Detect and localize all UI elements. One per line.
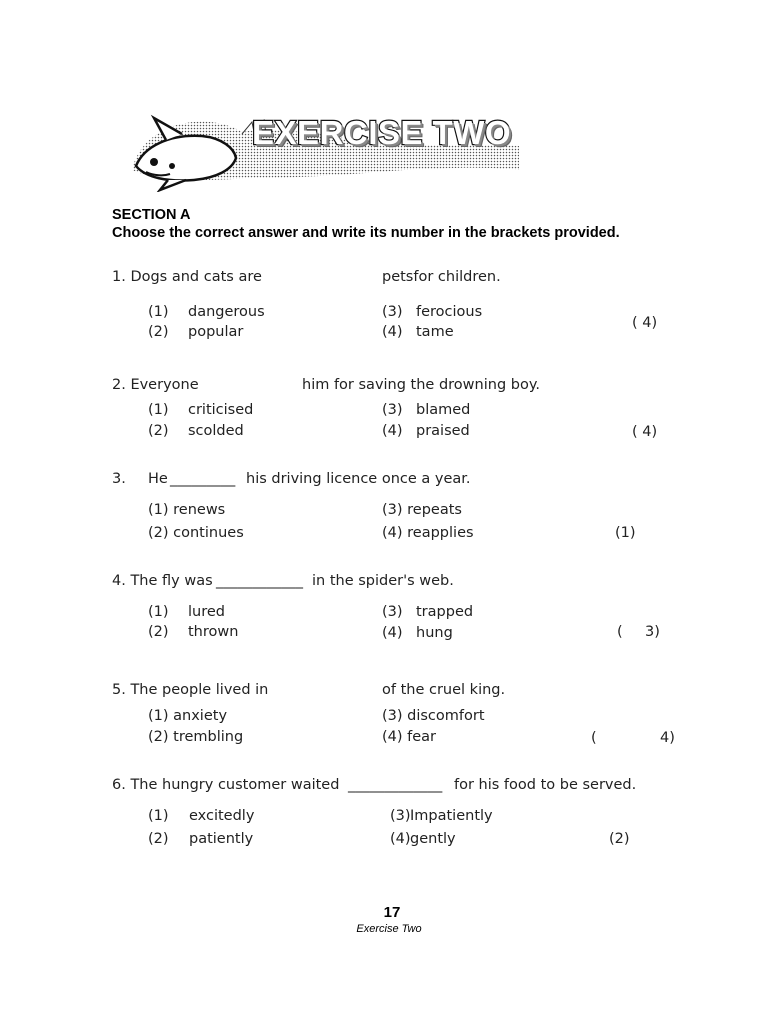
option-number: (3) [390, 808, 411, 824]
option-number: (2) [148, 324, 169, 340]
answer-bracket: ( 4) [632, 315, 658, 331]
option-text: (2) trembling [148, 729, 244, 745]
section-instruction: Choose the correct answer and write its number in the brackets provided. [112, 225, 620, 241]
option-number: (1) [148, 808, 169, 824]
option-text: (3) repeats [382, 502, 462, 518]
question-stem-end: in the spider's web. [312, 573, 454, 589]
option-text: popular [188, 324, 244, 340]
option-number: (1) [148, 604, 169, 620]
section-heading: SECTION A [112, 207, 191, 223]
option-number: (4) [390, 831, 411, 847]
option-text: (4) fear [382, 729, 437, 745]
answer-blank: ____________ [216, 573, 303, 589]
option-number: (3) [382, 402, 403, 418]
option-text: ferocious [416, 304, 483, 320]
question-stem: 5. The people lived in [112, 682, 269, 698]
option-text: trapped [416, 604, 474, 620]
answer-bracket-value: 3) [645, 624, 660, 640]
banner-title: EXERCISE TWO [252, 114, 512, 151]
question-number: 3. [112, 471, 126, 487]
option-number: (3) [382, 604, 403, 620]
option-number: (2) [148, 624, 169, 640]
answer-bracket-value: 4) [660, 730, 675, 746]
option-number: (4) [382, 423, 403, 439]
answer-bracket: (2) [609, 831, 630, 847]
question-stem-end: for his food to be served. [454, 777, 637, 793]
option-text: criticised [188, 402, 254, 418]
option-text: hung [416, 625, 453, 641]
option-text: lured [188, 604, 225, 620]
option-text: scolded [188, 423, 244, 439]
option-text: (1) renews [148, 502, 226, 518]
option-text: (3) discomfort [382, 708, 485, 724]
answer-bracket-open: ( [617, 624, 623, 640]
answer-bracket: ( 4) [632, 424, 658, 440]
question-stem: 4. The fly was [112, 573, 213, 589]
option-text: (1) anxiety [148, 708, 228, 724]
answer-blank: _________ [170, 471, 236, 487]
answer-bracket-open: ( [591, 730, 597, 746]
option-text: blamed [416, 402, 471, 418]
option-number: (4) [382, 625, 403, 641]
option-number: (1) [148, 402, 169, 418]
option-text: thrown [188, 624, 239, 640]
option-text: tame [416, 324, 454, 340]
question-stem-end: petsfor children. [382, 269, 501, 285]
option-number: (2) [148, 423, 169, 439]
answer-bracket: (1) [615, 525, 636, 541]
answer-blank: _____________ [348, 777, 443, 793]
option-text: excitedly [189, 808, 255, 824]
option-number: (1) [148, 304, 169, 320]
question-stem: 1. Dogs and cats are [112, 269, 262, 285]
option-text: gently [410, 831, 456, 847]
option-number: (2) [148, 831, 169, 847]
question-stem: 2. Everyone [112, 377, 199, 393]
exercise-banner [124, 112, 524, 192]
page-number: 17 [383, 904, 401, 921]
footer-caption: Exercise Two [356, 923, 422, 935]
question-stem: He [148, 471, 168, 487]
question-stem-end: him for saving the drowning boy. [302, 377, 540, 393]
option-text: (4) reapplies [382, 525, 474, 541]
option-number: (3) [382, 304, 403, 320]
option-text: Impatiently [410, 808, 493, 824]
option-text: (2) continues [148, 525, 244, 541]
option-text: patiently [189, 831, 254, 847]
option-text: praised [416, 423, 470, 439]
option-text: dangerous [188, 304, 265, 320]
question-stem: 6. The hungry customer waited [112, 777, 340, 793]
question-stem-end: of the cruel king. [382, 682, 506, 698]
question-stem-end: his driving licence once a year. [246, 471, 471, 487]
option-number: (4) [382, 324, 403, 340]
